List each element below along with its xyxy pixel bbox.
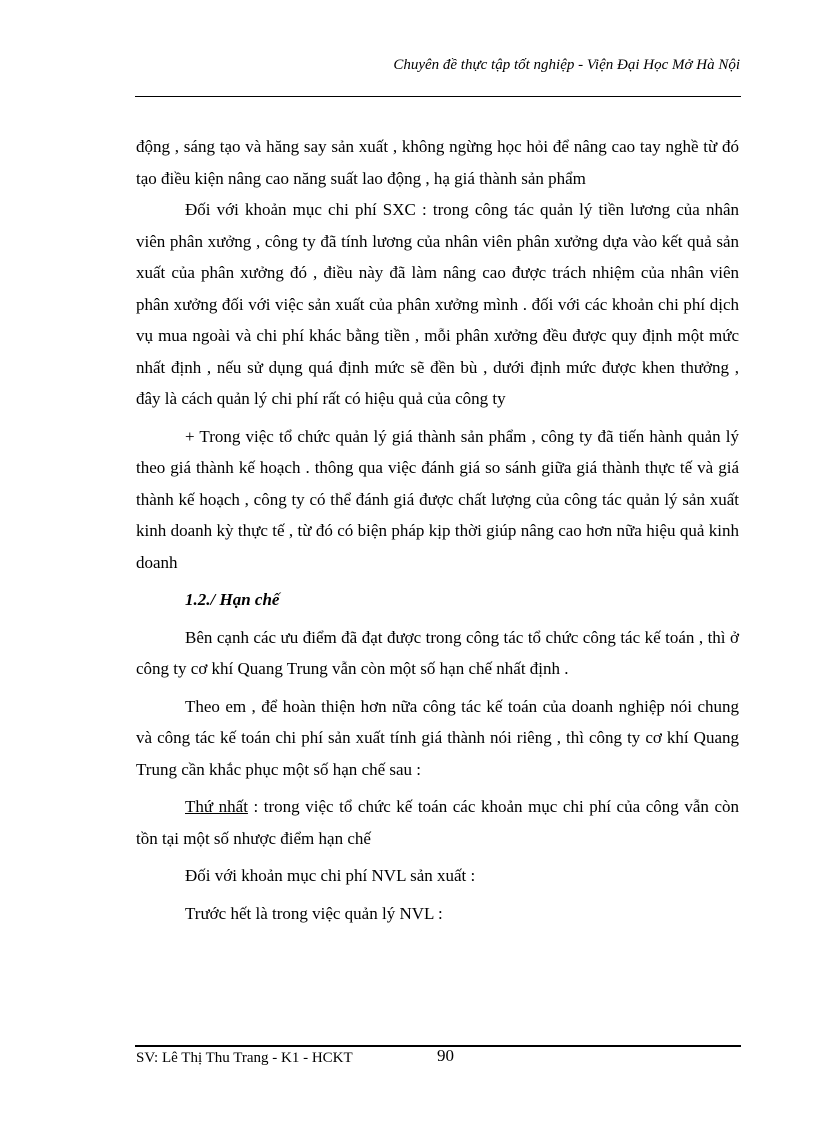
paragraph-3: + Trong việc tổ chức quản lý giá thành sản phẩm , công ty đã tiến hành quản lý theo giá thành kế hoạch . thông qua việc đánh giá so sánh giữa giá thành thực tế và giá thành kế hoạch , công ty có thể đánh giá được chất lượng của công tác quản lý sản xuất kinh doanh kỳ thực tế , từ đó có biện pháp kịp thời giúp nâng cao hơn nữa hiệu quả kinh doanh: [136, 426, 739, 572]
paragraph-5: Theo em , để hoàn thiện hơn nữa công tác kế toán của doanh nghiệp nói chung và công tác kế toán chi phí sản xuất tính giá thành nói riêng , thì công ty cơ khí Quang Trung cần khắc phục một số hạn chế sau :: [136, 696, 739, 779]
footer-author: SV: Lê Thị Thu Trang - K1 - HCKT: [136, 1050, 353, 1066]
paragraph-6-text: : trong việc tổ chức kế toán các khoản mục chi phí của công vẫn còn tồn tại một số nhược điểm hạn chế: [136, 797, 739, 848]
paragraph-6: [136, 791, 739, 854]
paragraph-4: Bên cạnh các ưu điểm đã đạt được trong công tác tổ chức công tác kế toán , thì ở công ty cơ khí Quang Trung vẫn còn một số hạn chế nhất định .: [136, 627, 739, 678]
document-body: [136, 131, 739, 929]
header-divider: [135, 96, 741, 97]
paragraph-6-label: Thứ nhất: [185, 797, 248, 816]
page-header-title: Chuyên đề thực tập tốt nghiệp - Viện Đại Học Mở Hà Nội: [393, 57, 740, 73]
paragraph-7: Đối với khoản mục chi phí NVL sản xuất :: [185, 866, 476, 885]
section-heading: [136, 584, 739, 616]
section-heading-text: 1.2./ Hạn chế: [185, 590, 280, 609]
page-number: 90: [437, 1046, 454, 1065]
paragraph-2: Đối với khoản mục chi phí SXC : trong công tác quản lý tiền lương của nhân viên phân xưởng , công ty đã tính lương của nhân viên phân xưởng dựa vào kết quả sản xuất của phân xưởng đó , điều này đã làm nâng cao được trách nhiệm của nhân viên phân xưởng đối với việc sản xuất của phân xưởng mình . đối với các khoản chi phí dịch vụ mua ngoài và chi phí khác bằng tiền , mỗi phân xưởng đều được quy định một mức nhất định , nếu sử dụng quá định mức sẽ đền bù , dưới định mức được khen thưởng , đây là cách quản lý chi phí rất có hiệu quả của công ty: [136, 200, 739, 408]
paragraph-1: động , sáng tạo và hăng say sản xuất , không ngừng học hỏi để nâng cao tay nghề từ đó tạo điều kiện nâng cao năng suất lao động , hạ giá thành sản phẩm: [136, 137, 739, 188]
paragraph-8: Trước hết là trong việc quản lý NVL :: [185, 903, 443, 923]
